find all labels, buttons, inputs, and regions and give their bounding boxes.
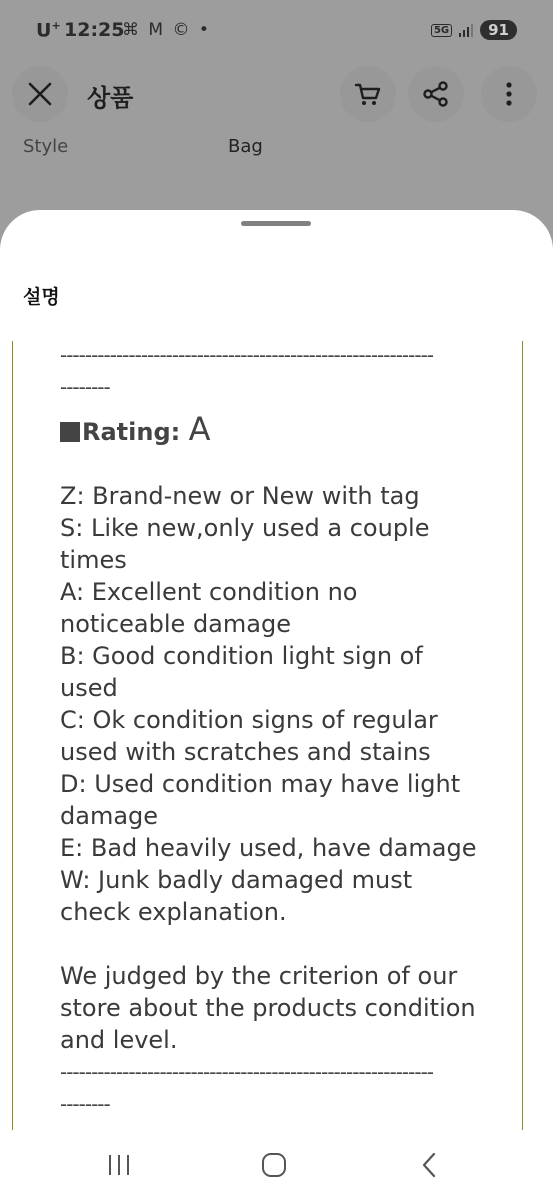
share-button[interactable]: [408, 66, 464, 122]
rating-heading: [60, 410, 490, 448]
description-sheet: [0, 210, 553, 1200]
carrier-label: U+: [36, 19, 61, 42]
home-icon: [261, 1152, 287, 1178]
grade-line: times: [60, 546, 127, 574]
divider-line: --------: [60, 1092, 110, 1116]
notification-icons: ⌘ M © •: [122, 20, 211, 40]
sheet-title: 설명: [23, 286, 60, 308]
grade-line: C: Ok condition signs of regular: [60, 706, 438, 734]
note-line: We judged by the criterion of our: [60, 962, 458, 990]
grade-line: A: Excellent condition no: [60, 578, 358, 606]
more-vertical-icon: [505, 81, 513, 107]
style-label: Style: [23, 136, 69, 157]
description-text: [60, 341, 490, 1120]
note-line: store about the products condition: [60, 994, 476, 1022]
note-line: and level.: [60, 1026, 178, 1054]
grade-line: used with scratches and stains: [60, 738, 431, 766]
divider-line: ------------------------------------------------------------: [60, 1060, 434, 1084]
clock: 12:25: [64, 19, 125, 41]
close-icon: [27, 81, 53, 107]
close-button[interactable]: [12, 66, 68, 122]
drag-handle[interactable]: [241, 221, 311, 226]
square-bullet-icon: [60, 422, 80, 442]
recents-icon: [106, 1153, 132, 1177]
recents-button[interactable]: [99, 1148, 139, 1182]
back-icon: [419, 1152, 439, 1178]
grade-line: B: Good condition light sign of: [60, 642, 423, 670]
grade-line: used: [60, 674, 118, 702]
grade-line: damage: [60, 802, 159, 830]
signal-icon: [458, 24, 474, 37]
status-bar: [0, 0, 553, 62]
home-button[interactable]: [254, 1148, 294, 1182]
grade-line: check explanation.: [60, 898, 287, 926]
grade-line: S: Like new,only used a couple: [60, 514, 430, 542]
grade-line: W: Junk badly damaged must: [60, 866, 413, 894]
grade-line: Z: Brand-new or New with tag: [60, 482, 420, 510]
divider-line: --------: [60, 375, 110, 399]
cart-icon: [354, 80, 382, 108]
page-title: 상품: [87, 84, 134, 112]
more-options-button[interactable]: [481, 66, 537, 122]
style-value: Bag: [228, 136, 263, 157]
back-button[interactable]: [409, 1148, 449, 1182]
cart-button[interactable]: [340, 66, 396, 122]
rating-value: A: [188, 410, 211, 448]
rating-label: Rating:: [82, 418, 189, 446]
grade-line: D: Used condition may have light: [60, 770, 461, 798]
grade-line: noticeable damage: [60, 610, 291, 638]
share-icon: [422, 80, 450, 108]
battery-indicator: 91: [480, 20, 517, 40]
divider-line: ------------------------------------------------------------: [60, 343, 434, 367]
description-box: [12, 341, 523, 1131]
system-indicators: [431, 20, 517, 40]
system-nav-bar: [0, 1130, 553, 1200]
network-indicator: 5G: [431, 24, 452, 37]
grade-line: E: Bad heavily used, have damage: [60, 834, 477, 862]
